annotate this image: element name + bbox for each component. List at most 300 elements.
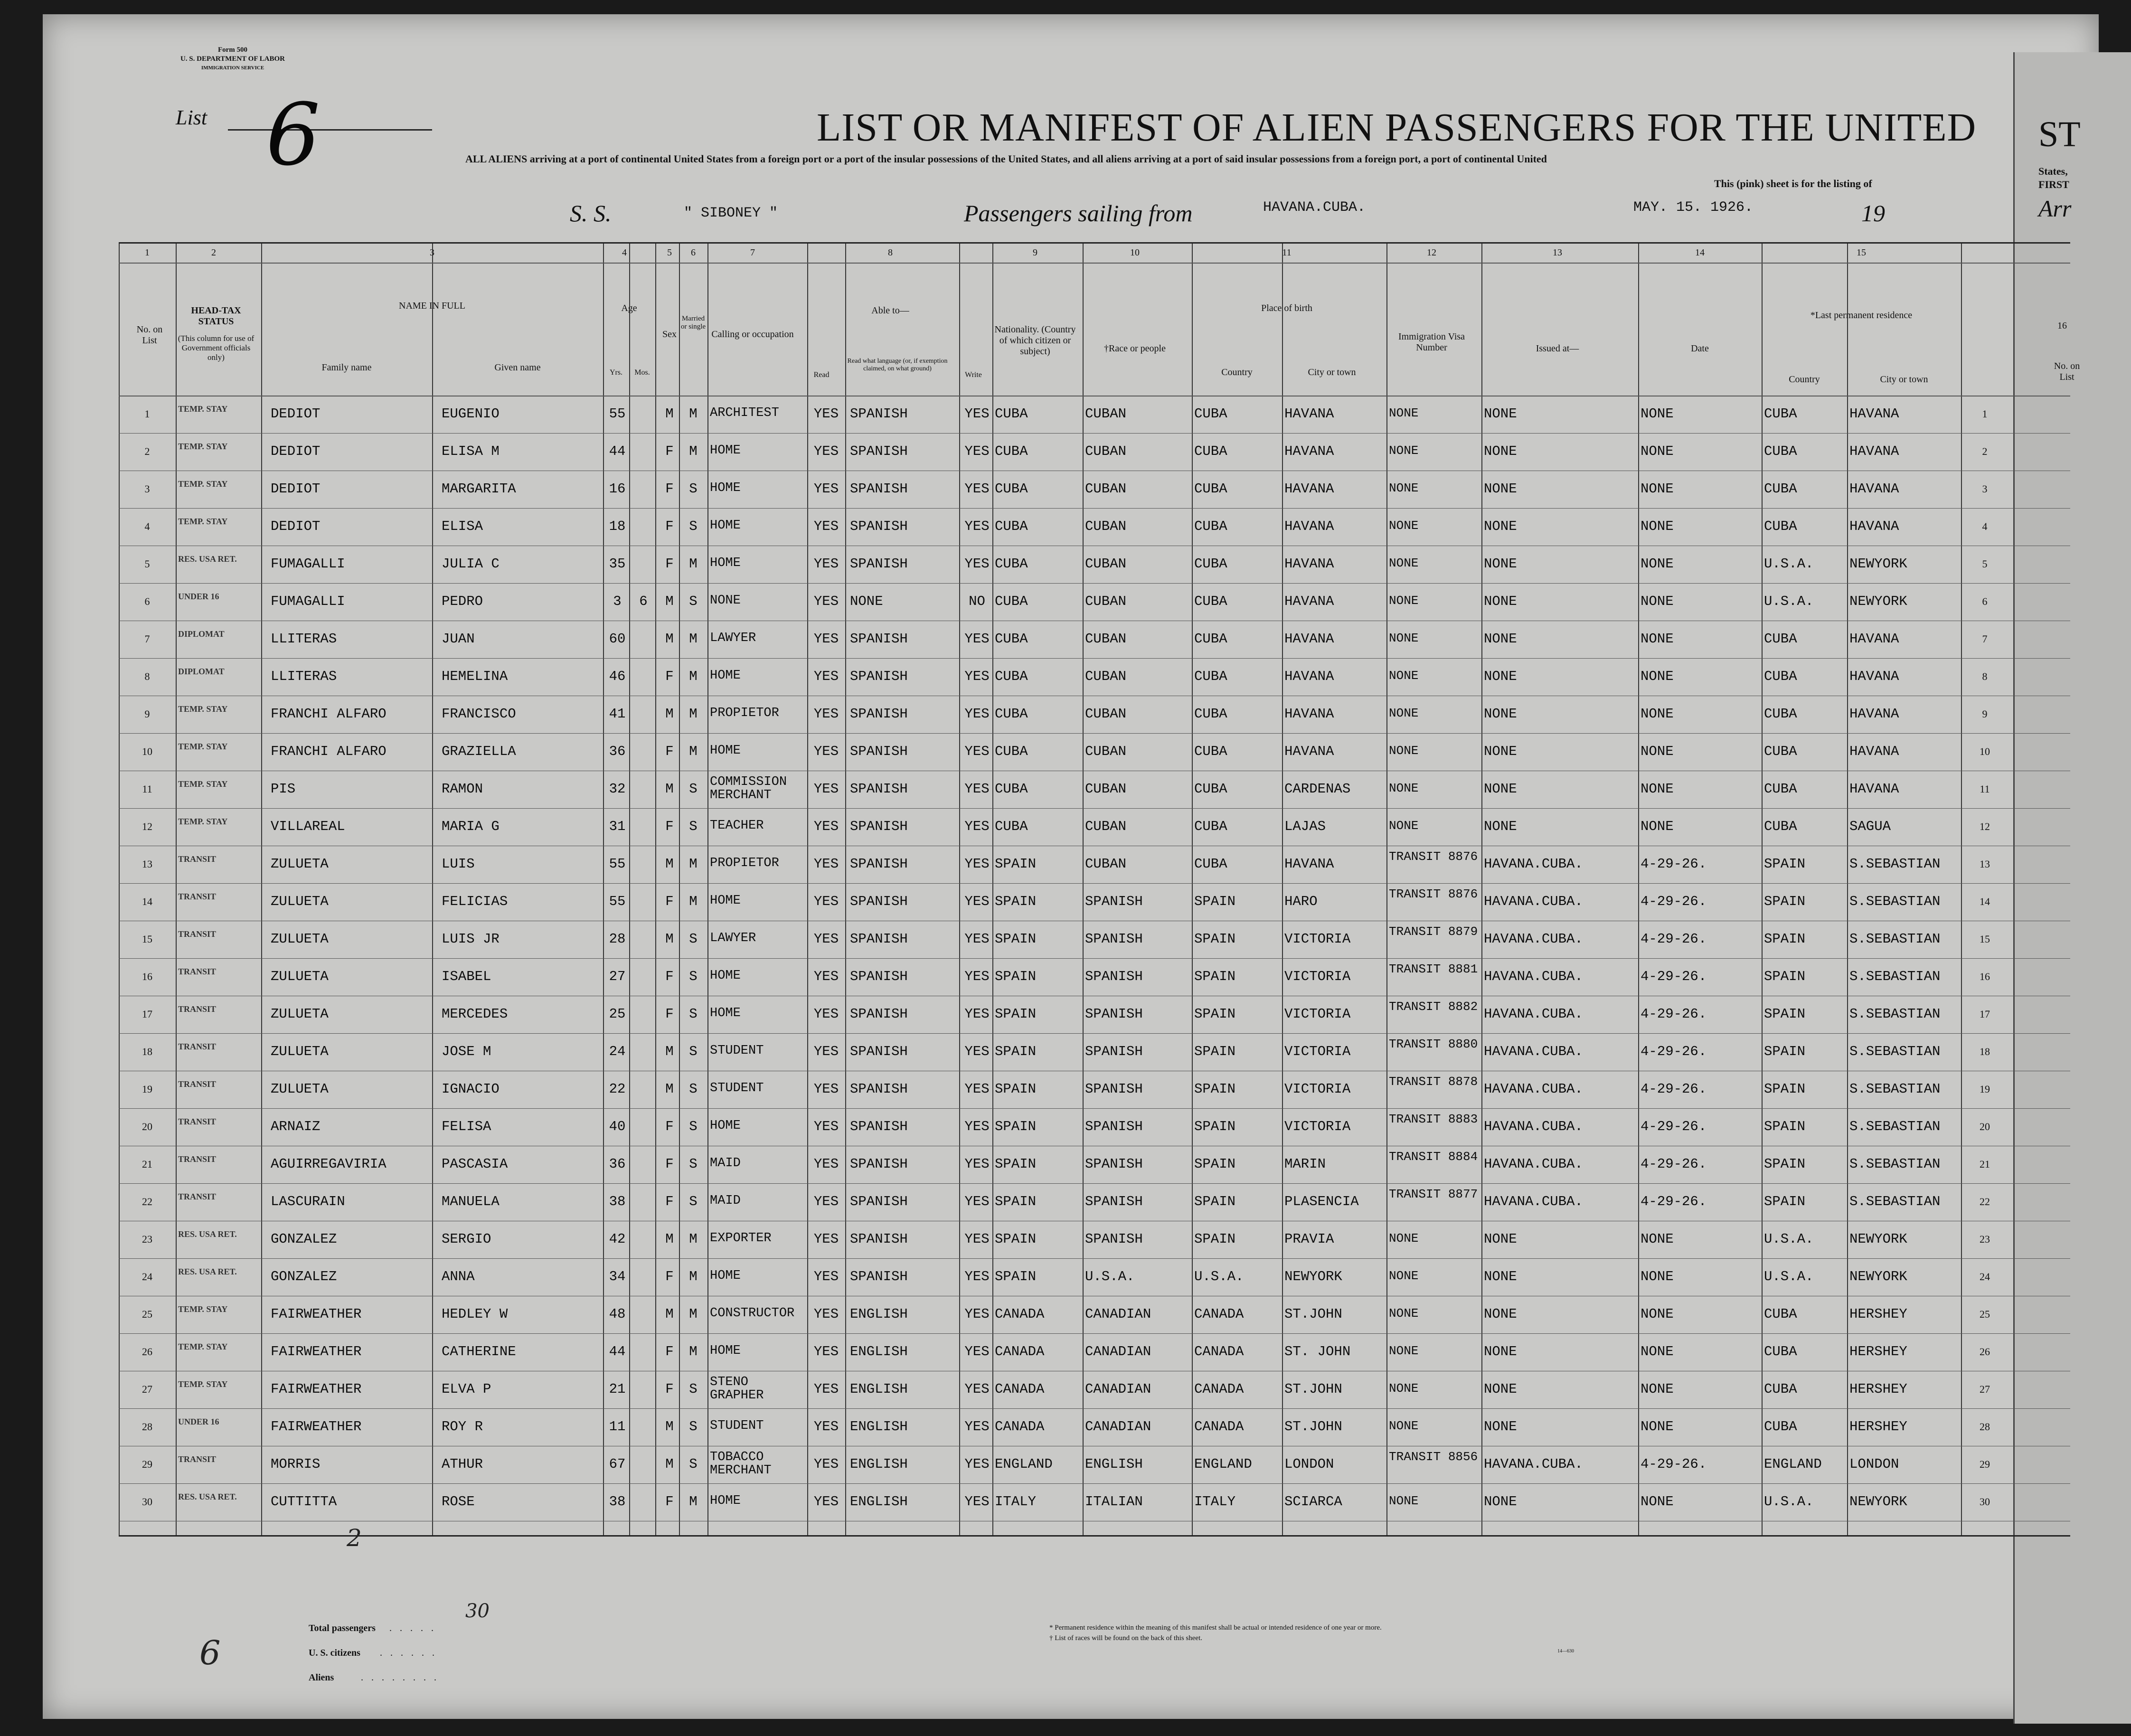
read-language: SPANISH [850, 781, 908, 797]
visa-number: NONE [1389, 706, 1419, 720]
race: SPANISH [1085, 1006, 1143, 1022]
can-read: YES [813, 856, 839, 872]
residence-city: NEWYORK [1849, 594, 1907, 609]
aliens-label: Aliens [309, 1672, 334, 1683]
head-tax-status: UNDER 16 [178, 592, 219, 601]
header-head-tax-note: (This column for use of Government officials only) [178, 334, 255, 362]
issued-at: NONE [1484, 781, 1517, 797]
residence-city: LONDON [1849, 1456, 1899, 1472]
sailing-date: MAY. 15. 1926. [1633, 199, 1754, 216]
given-name: LUIS [442, 856, 475, 872]
residence-city: HAVANA [1849, 706, 1899, 722]
race: CUBAN [1085, 406, 1127, 422]
head-tax-status: TEMP. STAY [178, 479, 228, 489]
head-tax-status: TRANSIT [178, 892, 217, 901]
birth-country: CUBA [1194, 669, 1227, 684]
race: U.S.A. [1085, 1269, 1135, 1284]
row-number: 22 [142, 1196, 152, 1208]
can-read: YES [813, 1081, 839, 1097]
residence-country: CUBA [1764, 631, 1797, 647]
can-write: YES [964, 669, 990, 684]
can-read: YES [813, 1494, 839, 1510]
header-residence-city: City or town [1880, 374, 1928, 385]
race: CANADIAN [1085, 1419, 1151, 1434]
head-tax-status: TRANSIT [178, 854, 217, 864]
us-citizens-label: U. S. citizens [309, 1648, 360, 1658]
row-number-right: 26 [1980, 1346, 1990, 1358]
residence-city: S.SEBASTIAN [1849, 1119, 1941, 1134]
row-rule [119, 808, 2070, 809]
next-sheet-title-fragment: ST [2038, 114, 2081, 154]
issued-at: NONE [1484, 706, 1517, 722]
header-able-to: Able to— [871, 305, 909, 316]
birth-country: CUBA [1194, 481, 1227, 497]
marital-status: M [689, 1306, 698, 1322]
read-language: ENGLISH [850, 1494, 908, 1510]
row-number: 5 [144, 558, 150, 570]
can-read: YES [813, 556, 839, 572]
residence-footnote: * Permanent residence within the meaning of this manifest shall be actual or intended residence of one year or more. [1049, 1624, 1382, 1632]
race: CANADIAN [1085, 1306, 1151, 1322]
age-years: 36 [609, 1156, 626, 1172]
sex: F [665, 819, 674, 834]
can-read: YES [813, 931, 839, 947]
header-married: Married or single [680, 315, 706, 330]
row-number-right: 15 [1980, 933, 1990, 945]
sex: F [665, 1344, 674, 1359]
marital-status: S [689, 969, 698, 984]
occupation: HOME [710, 556, 741, 570]
can-write: YES [964, 1044, 990, 1059]
race-footnote: † List of races will be found on the back of this sheet. [1049, 1634, 1203, 1642]
visa-date: NONE [1641, 1344, 1674, 1359]
birth-city: HAVANA [1284, 594, 1334, 609]
residence-city: HAVANA [1849, 519, 1899, 534]
visa-date: 4-29-26. [1641, 856, 1707, 872]
nationality: SPAIN [995, 1081, 1037, 1097]
head-tax-status: TEMP. STAY [178, 517, 228, 526]
family-name: ZULUETA [271, 931, 329, 947]
column-rule [992, 244, 993, 1535]
race: CUBAN [1085, 744, 1127, 759]
residence-city: S.SEBASTIAN [1849, 1156, 1941, 1172]
row-number-right: 5 [1982, 558, 1988, 570]
visa-date: NONE [1641, 556, 1674, 572]
sex: F [665, 1494, 674, 1510]
given-name: RAMON [442, 781, 483, 797]
visa-date: NONE [1641, 481, 1674, 497]
birth-country: CUBA [1194, 594, 1227, 609]
head-tax-status: RES. USA RET. [178, 554, 237, 564]
col-number-10: 10 [1130, 247, 1140, 258]
sex: M [665, 594, 674, 609]
family-name: ZULUETA [271, 856, 329, 872]
row-number-right: 16 [1980, 971, 1990, 982]
can-write: YES [964, 706, 990, 722]
visa-date: 4-29-26. [1641, 1156, 1707, 1172]
head-tax-status: TRANSIT [178, 929, 217, 939]
age-years: 42 [609, 1231, 626, 1247]
age-years: 67 [609, 1456, 626, 1472]
sex: F [665, 744, 674, 759]
read-language: ENGLISH [850, 1456, 908, 1472]
birth-city: HAVANA [1284, 556, 1334, 572]
head-tax-status: TEMP. STAY [178, 404, 228, 414]
visa-date: NONE [1641, 406, 1674, 422]
given-name: CATHERINE [442, 1344, 516, 1359]
issued-at: HAVANA.CUBA. [1484, 1081, 1583, 1097]
row-number-right: 18 [1980, 1046, 1990, 1057]
occupation: PROPIETOR [710, 706, 779, 720]
visa-date: 4-29-26. [1641, 1456, 1707, 1472]
row-number-right: 3 [1982, 483, 1988, 495]
row-number: 8 [144, 670, 150, 682]
age-years: 55 [609, 894, 626, 909]
marital-status: M [689, 1231, 698, 1247]
family-name: FUMAGALLI [271, 556, 345, 572]
birth-country: CANADA [1194, 1306, 1244, 1322]
visa-date: 4-29-26. [1641, 1044, 1707, 1059]
visa-number: TRANSIT 8882 [1389, 1000, 1478, 1014]
issued-at: NONE [1484, 1494, 1517, 1510]
occupation: HOME [710, 1269, 741, 1283]
visa-number: NONE [1389, 781, 1419, 795]
column-rule [845, 244, 846, 1535]
head-tax-status: TRANSIT [178, 1154, 217, 1164]
birth-country: SPAIN [1194, 1119, 1236, 1134]
can-write: YES [964, 781, 990, 797]
residence-country: CUBA [1764, 744, 1797, 759]
birth-city: HAVANA [1284, 406, 1334, 422]
read-language: SPANISH [850, 443, 908, 459]
can-read: YES [813, 1419, 839, 1434]
race: CUBAN [1085, 631, 1127, 647]
can-write: YES [964, 856, 990, 872]
age-years: 11 [609, 1419, 626, 1434]
read-language: SPANISH [850, 406, 908, 422]
nationality: CUBA [995, 706, 1028, 722]
header-place-of-birth: Place of birth [1261, 303, 1312, 313]
read-language: SPANISH [850, 556, 908, 572]
header-read-language: Read what language (or, if exemption claimed, on what ground) [847, 358, 948, 372]
read-language: SPANISH [850, 1231, 908, 1247]
header-write: Write [965, 371, 982, 379]
occupation: PROPIETOR [710, 856, 779, 870]
given-name: SERGIO [442, 1231, 491, 1247]
sex: M [665, 1044, 674, 1059]
occupation: TOBACCO MERCHANT [710, 1450, 772, 1478]
read-language: SPANISH [850, 1194, 908, 1209]
issued-at: NONE [1484, 1381, 1517, 1397]
row-number: 13 [142, 858, 152, 870]
age-years: 41 [609, 706, 626, 722]
birth-city: PLASENCIA [1284, 1194, 1359, 1209]
issued-at: HAVANA.CUBA. [1484, 1006, 1583, 1022]
read-language: SPANISH [850, 969, 908, 984]
can-read: YES [813, 894, 839, 909]
header-last-residence: *Last permanent residence [1810, 310, 1913, 321]
marital-status: M [689, 631, 698, 647]
head-tax-status: TEMP. STAY [178, 1304, 228, 1314]
age-years: 38 [609, 1494, 626, 1510]
residence-country: CUBA [1764, 819, 1797, 834]
occupation: STUDENT [710, 1081, 764, 1095]
age-years: 55 [609, 856, 626, 872]
row-number: 14 [142, 896, 152, 907]
sex: F [665, 1156, 674, 1172]
birth-city: HARO [1284, 894, 1318, 909]
nationality: SPAIN [995, 1156, 1037, 1172]
column-rule [1386, 244, 1387, 1535]
nationality: SPAIN [995, 931, 1037, 947]
family-name: AGUIRREGAVIRIA [271, 1156, 387, 1172]
visa-number: NONE [1389, 744, 1419, 758]
birth-country: SPAIN [1194, 1156, 1236, 1172]
can-read: YES [813, 1344, 839, 1359]
marital-status: S [689, 931, 698, 947]
can-read: YES [813, 669, 839, 684]
visa-number: TRANSIT 8877 [1389, 1187, 1478, 1201]
next-sheet-column-header: No. on List [2054, 361, 2080, 382]
visa-date: NONE [1641, 1494, 1674, 1510]
residence-city: S.SEBASTIAN [1849, 1081, 1941, 1097]
birth-country: SPAIN [1194, 1044, 1236, 1059]
sex: F [665, 481, 674, 497]
print-code: 14—630 [1557, 1649, 1574, 1654]
birth-country: CUBA [1194, 631, 1227, 647]
residence-city: HAVANA [1849, 481, 1899, 497]
residence-city: HERSHEY [1849, 1381, 1907, 1397]
race: CUBAN [1085, 856, 1127, 872]
col-number-3: 3 [430, 247, 434, 258]
birth-city: ST.JOHN [1284, 1306, 1342, 1322]
head-tax-status: TEMP. STAY [178, 1379, 228, 1389]
residence-city: HAVANA [1849, 443, 1899, 459]
sex: F [665, 969, 674, 984]
head-tax-status: RES. USA RET. [178, 1229, 237, 1239]
issued-at: NONE [1484, 406, 1517, 422]
marital-status: S [689, 1119, 698, 1134]
column-rule [707, 244, 708, 1535]
column-rule [629, 244, 630, 1535]
visa-number: NONE [1389, 1269, 1419, 1283]
residence-country: U.S.A. [1764, 594, 1814, 609]
read-language: ENGLISH [850, 1306, 908, 1322]
can-write: YES [964, 1006, 990, 1022]
marital-status: S [689, 1381, 698, 1397]
sailing-label: Passengers sailing from [964, 200, 1193, 226]
visa-number: NONE [1389, 1344, 1419, 1358]
race: SPANISH [1085, 894, 1143, 909]
marital-status: M [689, 894, 698, 909]
row-number: 25 [142, 1308, 152, 1320]
race: CANADIAN [1085, 1381, 1151, 1397]
row-rule [119, 433, 2070, 434]
birth-country: SPAIN [1194, 931, 1236, 947]
row-number: 11 [142, 783, 152, 795]
marital-status: S [689, 594, 698, 609]
race: CUBAN [1085, 481, 1127, 497]
birth-country: SPAIN [1194, 1194, 1236, 1209]
read-language: SPANISH [850, 706, 908, 722]
row-number: 1 [144, 408, 150, 420]
birth-city: MARIN [1284, 1156, 1326, 1172]
col-number-9: 9 [1033, 247, 1037, 258]
sex: M [665, 856, 674, 872]
age-years: 44 [609, 1344, 626, 1359]
row-rule [119, 733, 2070, 734]
row-number: 6 [144, 595, 150, 607]
column-rule [603, 244, 604, 1535]
family-name: FRANCHI ALFARO [271, 706, 387, 722]
birth-country: ENGLAND [1194, 1456, 1252, 1472]
residence-country: CUBA [1764, 443, 1797, 459]
marital-status: S [689, 781, 698, 797]
row-rule [119, 1033, 2070, 1034]
issued-at: NONE [1484, 1269, 1517, 1284]
can-write: YES [964, 1494, 990, 1510]
race: CUBAN [1085, 594, 1127, 609]
can-read: YES [813, 1119, 839, 1134]
row-number-right: 4 [1982, 520, 1988, 532]
family-name: FRANCHI ALFARO [271, 744, 387, 759]
header-years: Yrs. [609, 368, 623, 377]
row-rule [119, 1408, 2070, 1409]
issued-at: NONE [1484, 1344, 1517, 1359]
ss-label: S. S. [570, 200, 612, 226]
can-write: YES [964, 519, 990, 534]
visa-date: NONE [1641, 819, 1674, 834]
col-number-1: 1 [145, 247, 150, 258]
row-number-right: 27 [1980, 1383, 1990, 1395]
nationality: SPAIN [995, 1194, 1037, 1209]
can-write: YES [964, 931, 990, 947]
row-number-right: 12 [1980, 821, 1990, 832]
issued-at: NONE [1484, 631, 1517, 647]
given-name: LUIS JR [442, 931, 500, 947]
residence-country: CUBA [1764, 706, 1797, 722]
visa-number: NONE [1389, 631, 1419, 645]
issued-at: NONE [1484, 1419, 1517, 1434]
nationality: CANADA [995, 1381, 1045, 1397]
sex: F [665, 1119, 674, 1134]
birth-city: ST. JOHN [1284, 1344, 1351, 1359]
age-years: 32 [609, 781, 626, 797]
issued-at: NONE [1484, 819, 1517, 834]
head-tax-status: DIPLOMAT [178, 667, 225, 676]
race: SPANISH [1085, 1081, 1143, 1097]
read-language: ENGLISH [850, 1419, 908, 1434]
header-given-name: Given name [494, 362, 541, 373]
visa-date: NONE [1641, 631, 1674, 647]
residence-city: HAVANA [1849, 669, 1899, 684]
can-write: YES [964, 819, 990, 834]
row-number: 17 [142, 1008, 152, 1020]
nationality: CANADA [995, 1344, 1045, 1359]
issued-at: NONE [1484, 443, 1517, 459]
occupation: HOME [710, 1119, 741, 1133]
birth-city: LONDON [1284, 1456, 1334, 1472]
can-read: YES [813, 1306, 839, 1322]
row-number: 15 [142, 933, 152, 945]
nationality: SPAIN [995, 1119, 1037, 1134]
given-name: ELVA P [442, 1381, 491, 1397]
read-language: SPANISH [850, 1269, 908, 1284]
race: CUBAN [1085, 819, 1127, 834]
residence-city: S.SEBASTIAN [1849, 1194, 1941, 1209]
visa-number: NONE [1389, 1494, 1419, 1508]
can-write: YES [964, 1419, 990, 1434]
can-write: YES [964, 1306, 990, 1322]
age-years: 60 [609, 631, 626, 647]
row-rule [119, 1483, 2070, 1484]
can-write: YES [964, 631, 990, 647]
read-language: SPANISH [850, 819, 908, 834]
nationality: CUBA [995, 594, 1028, 609]
given-name: GRAZIELLA [442, 744, 516, 759]
birth-city: VICTORIA [1284, 1119, 1351, 1134]
birth-city: VICTORIA [1284, 1006, 1351, 1022]
column-rule [1481, 244, 1482, 1535]
sex: M [665, 931, 674, 947]
head-tax-status: TEMP. STAY [178, 817, 228, 826]
given-name: PEDRO [442, 594, 483, 609]
family-name: FAIRWEATHER [271, 1344, 362, 1359]
marital-status: M [689, 744, 698, 759]
pink-sheet-note: This (pink) sheet is for the listing of [1714, 178, 1872, 189]
row-number-right: 14 [1980, 896, 1990, 907]
residence-city: NEWYORK [1849, 1231, 1907, 1247]
aliens-leader: . . . . . . . . [361, 1672, 439, 1683]
age-years: 3 [613, 594, 622, 609]
family-name: ZULUETA [271, 1044, 329, 1059]
row-number-right: 30 [1980, 1496, 1990, 1508]
race: CUBAN [1085, 519, 1127, 534]
row-number: 16 [142, 971, 152, 982]
column-rule [261, 244, 262, 1535]
row-number-right: 11 [1980, 783, 1990, 795]
age-years: 55 [609, 406, 626, 422]
can-read: YES [813, 744, 839, 759]
family-name: ZULUETA [271, 969, 329, 984]
birth-country: SPAIN [1194, 1231, 1236, 1247]
residence-city: S.SEBASTIAN [1849, 1044, 1941, 1059]
visa-number: NONE [1389, 1231, 1419, 1245]
sex: F [665, 1194, 674, 1209]
header-visa-number: Immigration Visa Number [1398, 331, 1465, 353]
can-read: YES [813, 781, 839, 797]
issued-at: NONE [1484, 669, 1517, 684]
can-write: YES [964, 1231, 990, 1247]
race: SPANISH [1085, 1194, 1143, 1209]
given-name: MARGARITA [442, 481, 516, 497]
row-rule [119, 658, 2070, 659]
age-years: 16 [609, 481, 626, 497]
head-tax-status: TRANSIT [178, 1192, 217, 1201]
header-race: †Race or people [1104, 343, 1166, 354]
issued-at: HAVANA.CUBA. [1484, 894, 1583, 909]
residence-country: CUBA [1764, 1381, 1797, 1397]
birth-city: LAJAS [1284, 819, 1326, 834]
row-rule [119, 508, 2070, 509]
visa-number: TRANSIT 8879 [1389, 925, 1478, 939]
birth-city: ST.JOHN [1284, 1381, 1342, 1397]
visa-date: NONE [1641, 519, 1674, 534]
row-number: 12 [142, 821, 152, 832]
read-language: ENGLISH [850, 1344, 908, 1359]
residence-city: S.SEBASTIAN [1849, 894, 1941, 909]
sex: M [665, 1419, 674, 1434]
